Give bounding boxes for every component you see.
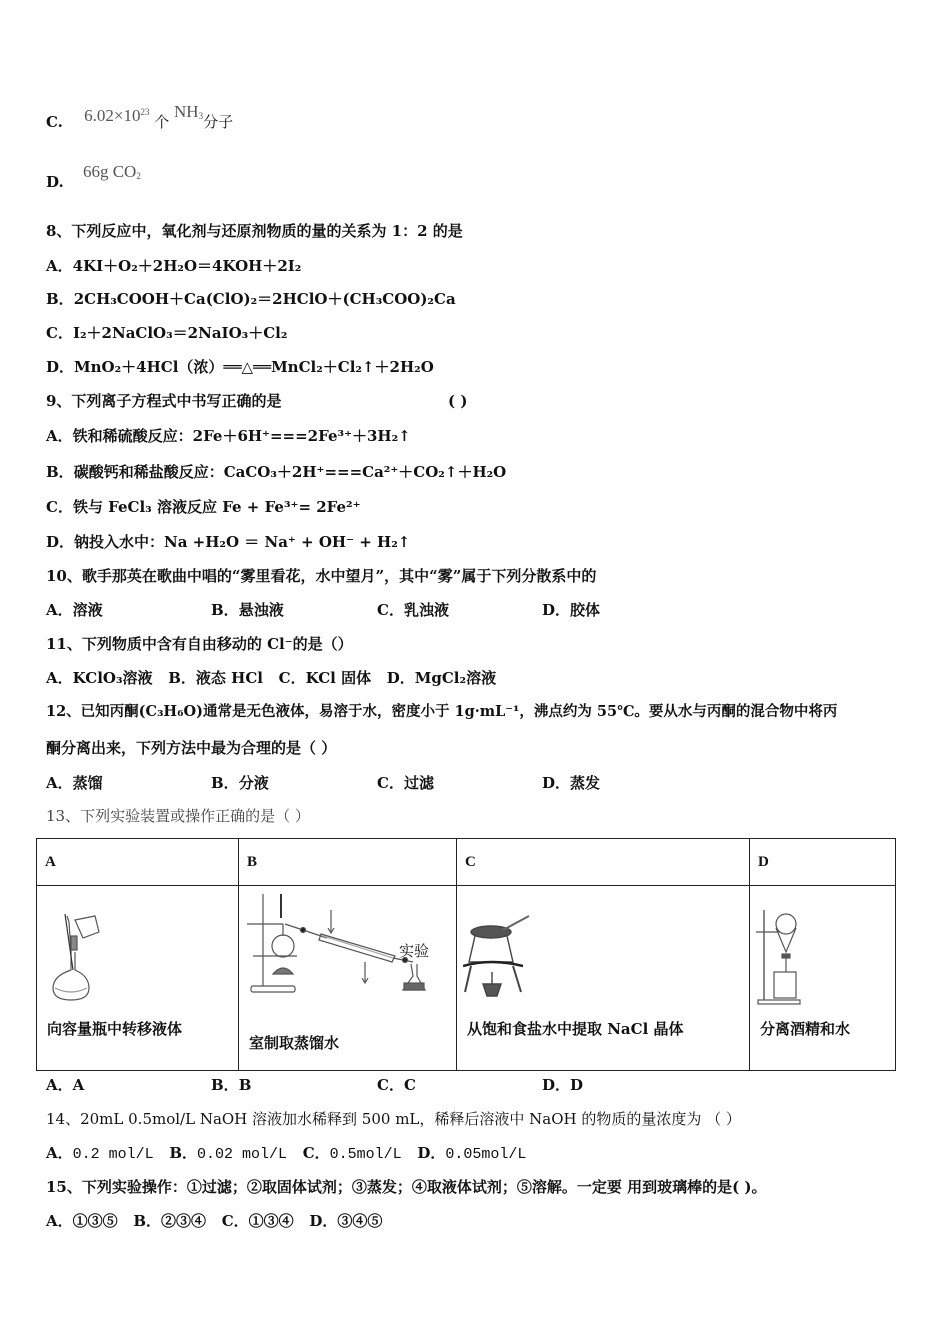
header-cell-c: C [457, 839, 750, 886]
q11-option-d: D．MgCl₂溶液 [386, 669, 497, 687]
q15-option-a: A．①③⑤ [46, 1212, 118, 1230]
q10-option-c: C．乳浊液 [377, 601, 449, 619]
q10-option-d: D．胶体 [542, 601, 601, 619]
caption-c: 从饱和食盐水中提取 NaCl 晶体 [467, 1020, 684, 1038]
q9-stem: 9、下列离子方程式中书写正确的是 ( ) [46, 392, 468, 410]
caption-a: 向容量瓶中转移液体 [47, 1020, 183, 1038]
co2-mass: 66g $CO_2$ [82, 162, 141, 181]
ammonia-formula: $NH_3$ [174, 102, 204, 121]
q9-option-d: D．钠投入水中：Na +H₂O ＝ Na⁺ + OH⁻ + H₂↑ [46, 533, 411, 551]
q15-option-c: C．①③④ [221, 1212, 294, 1230]
q8-stem: 8、下列反应中，氧化剂与还原剂物质的量的关系为 1：2 的是 [46, 222, 463, 240]
q15-options [46, 1211, 382, 1231]
answer-blank: ( ) [448, 392, 468, 410]
q9-option-a: A．铁和稀硫酸反应：2Fe＋6H⁺===2Fe³⁺＋3H₂↑ [46, 427, 411, 445]
q12-option-b: B．分液 [211, 774, 269, 792]
header-cell-b: B [239, 839, 457, 886]
q14-options [46, 1143, 526, 1165]
q11-option-a: A．KClO₃溶液 [46, 669, 153, 687]
q8-option-a: A．4KI＋O₂＋2H₂O＝4KOH＋2I₂ [46, 257, 302, 275]
q10-stem: 10、歌手那英在歌曲中唱的“雾里看花，水中望月”，其中“雾”属于下列分散系中的 [46, 567, 597, 585]
q13-option-c: C．C [377, 1076, 416, 1094]
q8-option-d: D．MnO₂＋4HCl（浓）══△══MnCl₂＋Cl₂↑＋2H₂O [46, 358, 434, 376]
caption-b: 室制取蒸馏水 [249, 1034, 340, 1052]
table-body-row [37, 886, 896, 1071]
q13-option-a: A．A [46, 1076, 85, 1094]
evaporating-dish-setup-figure [463, 912, 535, 998]
q14-option-c: C．0.5mol/L [302, 1144, 402, 1163]
q13-stem: 13、下列实验装置或操作正确的是（ ） [46, 807, 310, 825]
table-header-row [37, 839, 896, 886]
q11-option-c: C．KCl 固体 [278, 669, 372, 687]
q12-option-d: D．蒸发 [542, 774, 601, 792]
separatory-funnel-setup-figure [756, 906, 802, 1006]
q14-stem: 14、20mL 0.5mol/L NaOH 溶液加水稀释到 500 mL，稀释后溶液中 NaOH 的物质的量浓度为 （ ） [46, 1110, 741, 1128]
q12-stem-line1: 12、已知丙酮(C₃H₆O)通常是无色液体，易溶于水，密度小于 1g·mL⁻¹，沸点约为 55℃。要从水与丙酮的混合物中将丙 [46, 703, 838, 720]
q13-option-d: D．D [542, 1076, 584, 1094]
q9-option-c: C．铁与 FeCl₃ 溶液反应 Fe + Fe³⁺= 2Fe²⁺ [46, 498, 361, 516]
option-label: D. [46, 173, 64, 191]
cell-a [37, 886, 239, 1071]
q11-stem: 11、下列物质中含有自由移动的 Cl⁻的是（） [46, 635, 353, 653]
q14-option-d: D．0.05mol/L [417, 1144, 527, 1163]
volumetric-flask-transfer-figure [45, 912, 105, 1004]
avogadro-number: $6.02\times 10^{23}$ [84, 106, 150, 125]
caption-d: 分离酒精和水 [760, 1020, 851, 1038]
q12-option-c: C．过滤 [377, 774, 434, 792]
q7-option-c: C. $6.02\times 10^{23}$ 个 $NH_3$分子 [46, 102, 234, 131]
q9-option-b: B．碳酸钙和稀盐酸反应：CaCO₃＋2H⁺===Ca²⁺＋CO₂↑＋H₂O [46, 463, 507, 481]
cell-b [239, 886, 457, 1071]
q15-option-b: B．②③④ [133, 1212, 207, 1230]
q14-option-a: A．0.2 mol/L [46, 1144, 154, 1163]
q10-option-a: A．溶液 [46, 601, 103, 619]
q12-option-a: A．蒸馏 [46, 774, 103, 792]
header-cell-a: A [37, 839, 239, 886]
apparatus-table [36, 838, 896, 1071]
q15-stem: 15、下列实验操作：①过滤；②取固体试剂；③蒸发；④取液体试剂；⑤溶解。一定要 用到玻璃棒的是( )。 [46, 1178, 767, 1196]
header-cell-d: D [750, 839, 896, 886]
cell-c [457, 886, 750, 1071]
option-label: C. [46, 113, 63, 131]
cell-d [750, 886, 896, 1071]
q10-option-b: B．悬浊液 [211, 601, 284, 619]
q13-option-b: B．B [211, 1076, 252, 1094]
q14-option-b: B．0.02 mol/L [169, 1144, 288, 1163]
q7-option-d [46, 162, 141, 192]
q15-option-d: D．③④⑤ [309, 1212, 383, 1230]
q8-option-b: B．2CH₃COOH＋Ca(ClO)₂＝2HClO＋(CH₃COO)₂Ca [46, 290, 456, 308]
q12-stem-line2: 酮分离出来，下列方法中最为合理的是（ ） [46, 739, 337, 757]
q11-options [46, 668, 496, 688]
overlay-text-shiyan: 实验 [399, 942, 430, 960]
q11-option-b: B．液态 HCl [168, 669, 263, 687]
q8-option-c: C．I₂＋2NaClO₃＝2NaIO₃＋Cl₂ [46, 324, 288, 342]
